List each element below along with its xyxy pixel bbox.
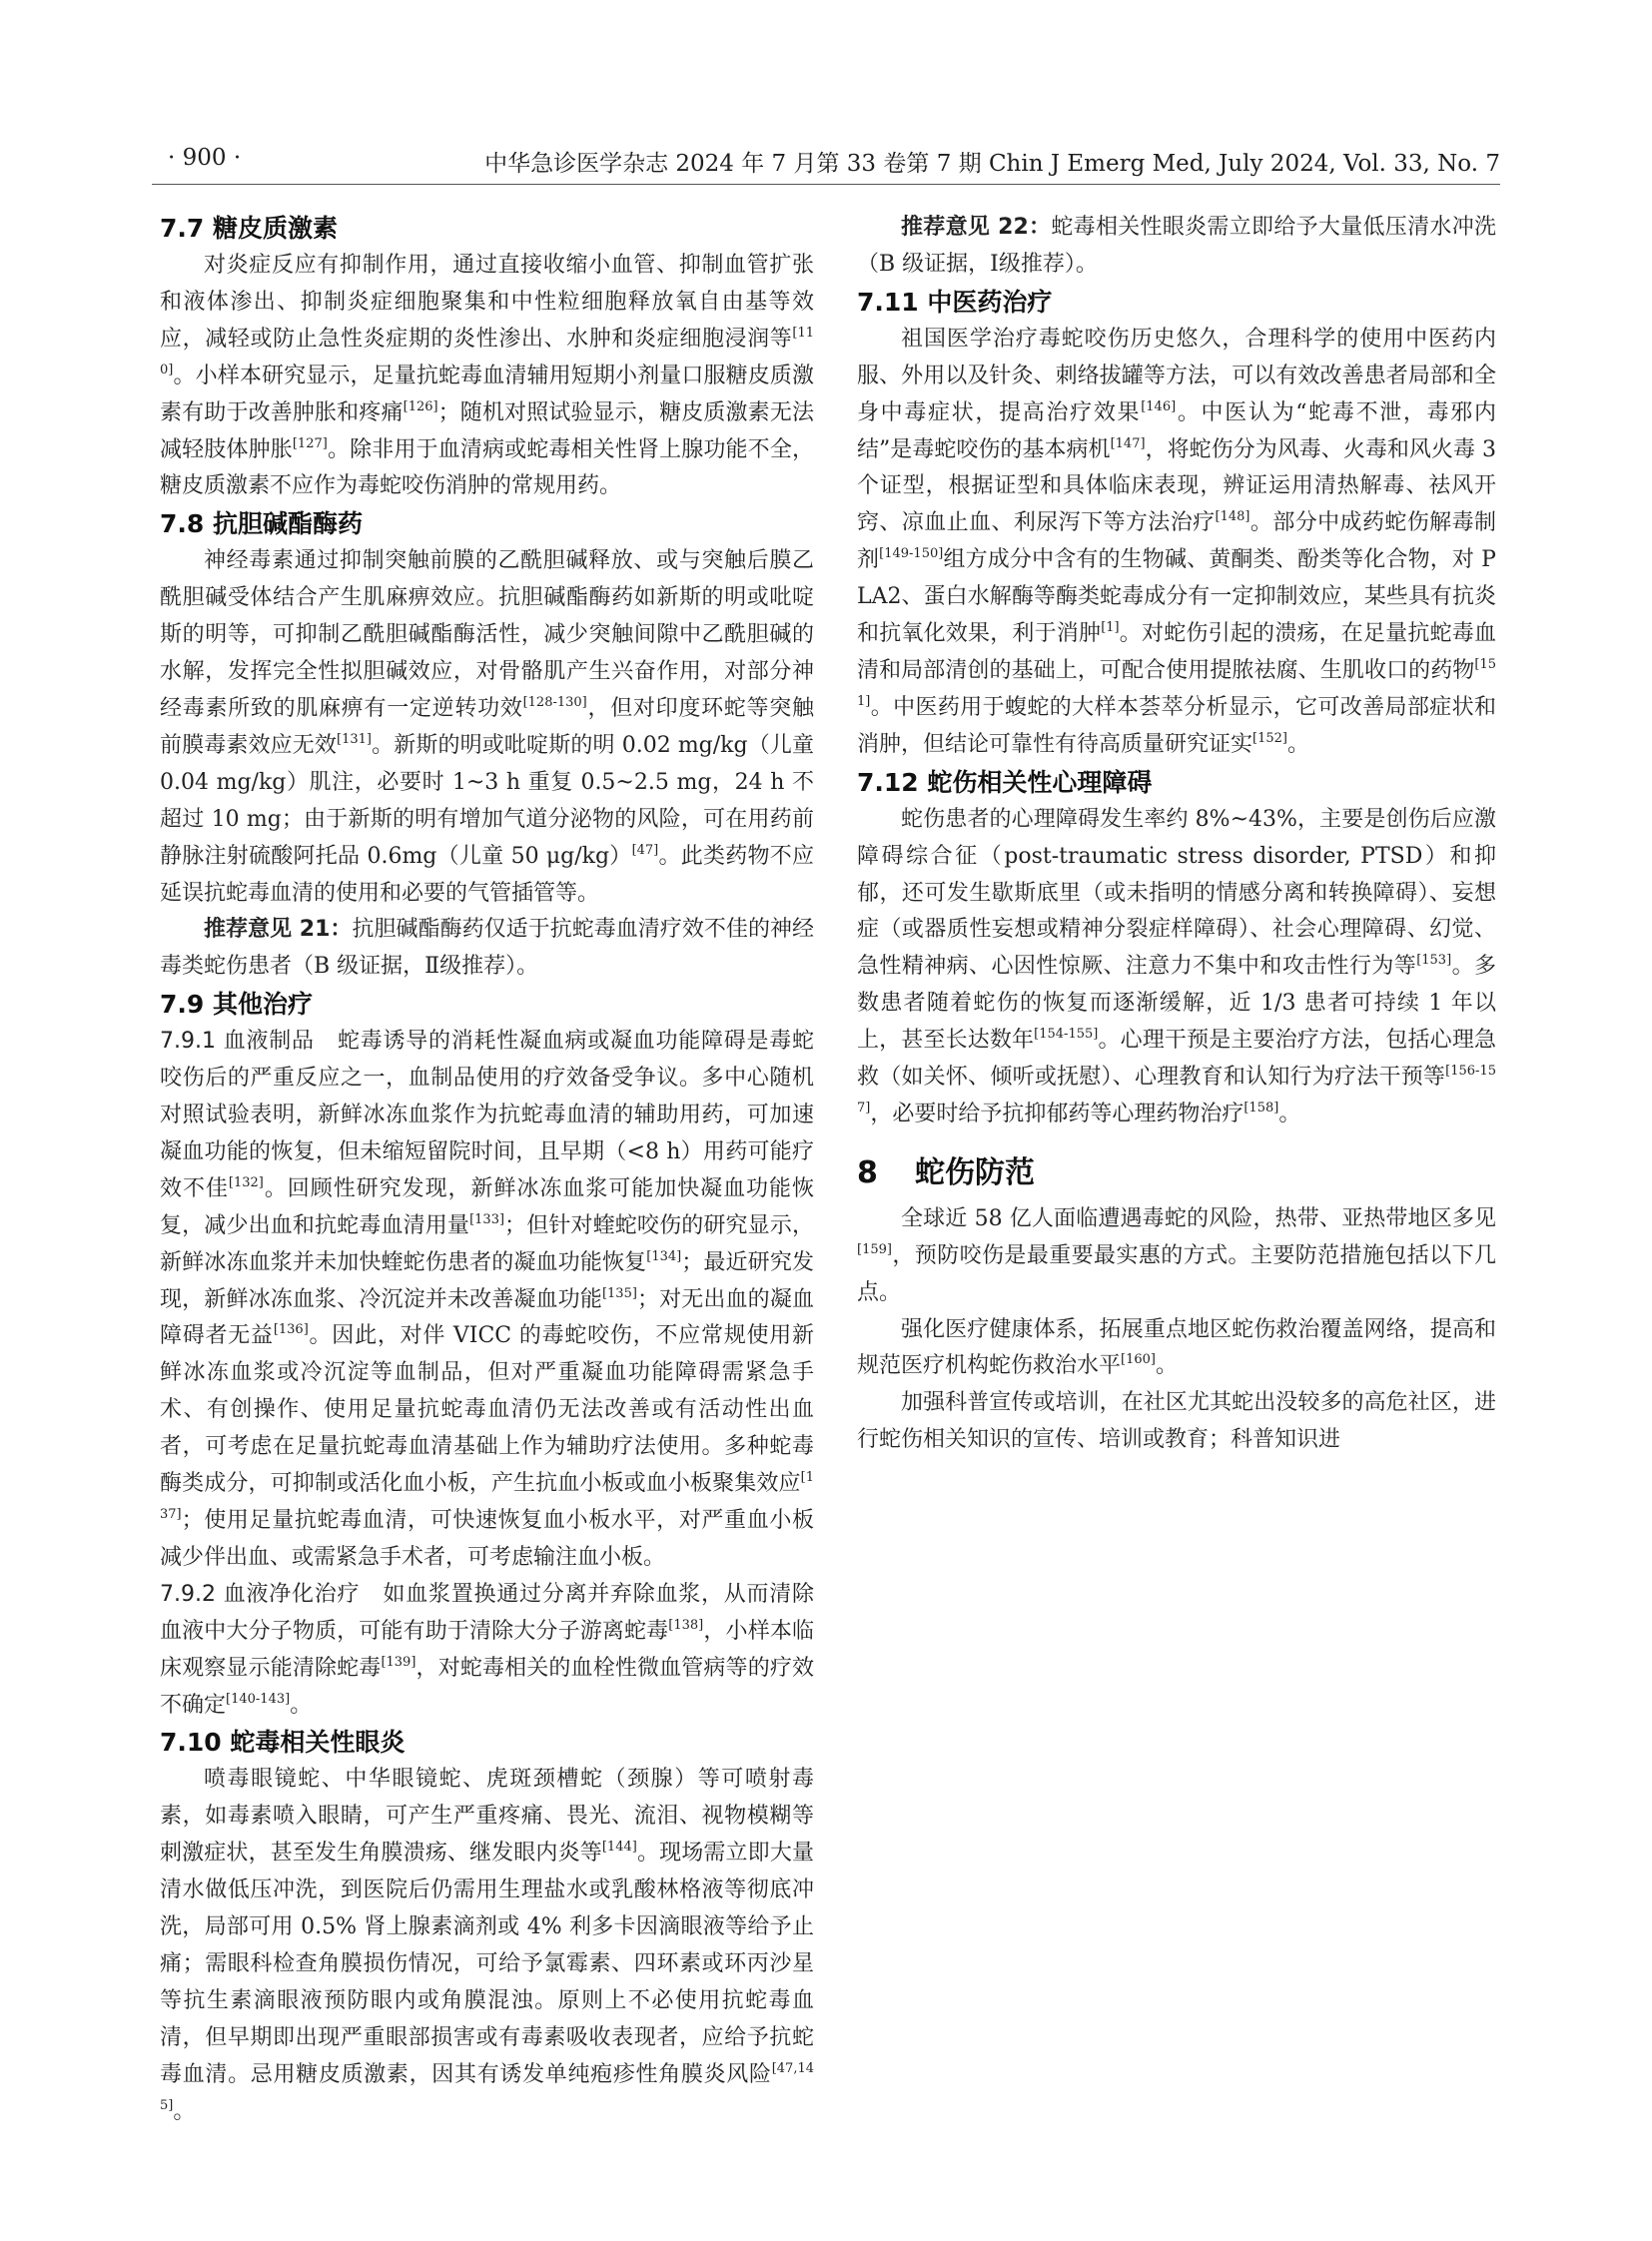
recommendation-label: 推荐意见 22： (901, 215, 1052, 240)
section-7-11-paragraph: 祖国医学治疗毒蛇咬伤历史悠久，合理科学的使用中医药内服、外用以及针灸、刺络拔罐等方法，可以有效改善患者局部和全身中毒症状，提高治疗效果[146]。中医认为“蛇毒不泄，毒邪内结”是毒蛇咬伤的基本病机[147]，将蛇伤分为风毒、火毒和风火毒 3 个证型，根据证型和具体临床表现，辨证运用清热解毒、祛风开窍、凉血止血、利尿泻下等方法治疗[148]。部分中成药蛇伤解毒制剂[149-150]组方成分中含有的生物碱、黄酮类、酚类等化合物，对 PLA2、蛋白水解酶等酶类蛇毒成分有一定抑制效应，某些具有抗炎和抗氧化效果，利于消肿[1]。对蛇伤引起的溃疡，在足量抗蛇毒血清和局部清创的基础上，可配合使用提脓祛腐、生肌收口的药物[151]。中医药用于蝮蛇的大样本荟萃分析显示，它可改善局部症状和消肿，但结论可靠性有待高质量研究证实[152]。 (857, 326, 1496, 757)
citation: [139] (381, 1654, 416, 1670)
citation: [159] (857, 1241, 892, 1257)
citation: [128-130] (522, 694, 587, 710)
section-7-9-1-paragraph: 7.9.1 血液制品 蛇毒诱导的消耗性凝血病或凝血功能障碍是毒蛇咬伤后的严重反应之一，血制品使用的疗效备受争议。多中心随机对照试验表明，新鲜冰冻血浆作为抗蛇毒血清的辅助用药，可加速凝血功能的恢复，但未缩短留院时间，且早期（<8 h）用药可能疗效不佳[132]。回顾性研究发现，新鲜冰冻血浆可能加快凝血功能恢复，减少出血和抗蛇毒血清用量[133]；但针对蝰蛇咬伤的研究显示，新鲜冰冻血浆并未加快蝰蛇伤患者的凝血功能恢复[134]；最近研究发现，新鲜冰冻血浆、冷沉淀并未改善凝血功能[135]；对无出血的凝血障碍者无益[136]。因此，对伴 VICC 的毒蛇咬伤，不应常规使用新鲜冰冻血浆或冷沉淀等血制品，但对严重凝血功能障碍需紧急手术、有创操作、使用足量抗蛇毒血清仍无法改善或有活动性出血者，可考虑在足量抗蛇毒血清基础上作为辅助疗法使用。多种蛇毒酶类成分，可抑制或活化血小板，产生抗血小板或血小板聚集效应[137]；使用足量抗蛇毒血清，可快速恢复血小板水平，对严重血小板减少伴出血、或需紧急手术者，可考虑输注血小板。 (160, 1029, 814, 1570)
citation: [1] (1101, 620, 1120, 636)
citation: [151] (857, 656, 1496, 709)
citation: [154-155] (1034, 1027, 1099, 1043)
section-7-10-paragraph-start: 喷毒眼镜蛇、中华眼镜蛇、虎斑颈槽蛇（颈腺）等可喷射毒素，如毒素喷入眼睛，可产生严重疼痛、畏光、流泪、视物模糊等刺激症状，甚至发生角膜溃疡、继发眼内炎等[144]。现场需立即大量清水做低压冲洗，到医院后仍需用生理盐水或乳酸林格液等彻底冲洗，局部可用 0.5% 肾上腺素滴剂或 4% 利多卡因滴眼液等给予止痛；需眼科检查角膜损伤情况，可给予氯霉素、四环素或环丙沙星等抗生素滴眼液预防眼内或角膜混浊。原则上不必使用抗蛇毒血清，但早期即出现严重眼部损害或有毒素吸收表现者，应给予抗蛇毒血清。忌用糖皮质激素，因其有诱发单纯疱疹性角膜炎风险[47,145]。 (160, 1767, 814, 2124)
citation: [110] (160, 325, 814, 377)
citation: [134] (646, 1248, 682, 1264)
citation: [153] (1416, 953, 1452, 969)
recommendation-22: 推荐意见 22：蛇毒相关性眼炎需立即给予大量低压清水冲洗（B 级证据，Ⅰ级推荐）。 (857, 215, 1496, 277)
citation: [144] (601, 1840, 637, 1856)
section-7-8-heading: 7.8 抗胆碱酯酶药 (160, 509, 363, 539)
section-7-12-heading: 7.12 蛇伤相关性心理障碍 (857, 767, 1153, 797)
recommendation-label: 推荐意见 21： (204, 917, 353, 943)
section-8-paragraph-1: 全球近 58 亿人面临遭遇毒蛇的风险，热带、亚热带地区多见[159]，预防咬伤是最重要最实惠的方式。主要防范措施包括以下几点。 (857, 1205, 1496, 1305)
citation: [127] (292, 435, 328, 451)
section-7-9-heading: 7.9 其他治疗 (160, 990, 313, 1020)
citation: [131] (337, 731, 373, 747)
citation: [126] (403, 398, 438, 414)
section-8-paragraph-2: 强化医疗健康体系，拓展重点地区蛇伤救治覆盖网络，提高和规范医疗机构蛇伤救治水平[160]。 (857, 1316, 1496, 1379)
citation: [137] (160, 1470, 814, 1522)
subsection-title: 7.9.2 血液净化治疗 (160, 1581, 361, 1607)
section-7-10-heading: 7.10 蛇毒相关性眼炎 (160, 1728, 406, 1758)
section-7-12-paragraph: 蛇伤患者的心理障碍发生率约 8%~43%，主要是创伤后应激障碍综合征（post-traumatic stress disorder, PTSD）和抑郁，还可发生歇斯底里（或未指明的情感分离和转换障碍）、妄想症（或器质性妄想或精神分裂症样障碍）、社会心理障碍、幻觉、急性精神病、心因性惊厥、注意力不集中和攻击性行为等[153]。多数患者随着蛇伤的恢复而逐渐缓解，近 1/3 患者可持续 1 年以上，甚至长达数年[154-155]。心理干预是主要治疗方法，包括心理急救（如关怀、倾听或抚慰）、心理教育和认知行为疗法干预等[156-157]，必要时给予抗抑郁药等心理药物治疗[158]。 (857, 806, 1496, 1126)
citation: [147] (1110, 435, 1146, 451)
subsection-title: 7.9.1 血液制品 (160, 1029, 315, 1055)
citation: [136] (273, 1322, 309, 1338)
citation: [47] (631, 842, 659, 858)
citation: [47,145] (160, 2060, 814, 2113)
section-7-8-paragraph: 神经毒素通过抑制突触前膜的乙酰胆碱释放、或与突触后膜乙酰胆碱受体结合产生肌麻痹效应。抗胆碱酯酶药如新斯的明或吡啶斯的明等，可抑制乙酰胆碱酯酶活性，减少突触间隙中乙酰胆碱的水解，发挥完全性拟胆碱效应，对骨骼肌产生兴奋作用，对部分神经毒素所致的肌麻痹有一定逆转功效[128-130]，但对印度环蛇等突触前膜毒素效应无效[131]。新斯的明或吡啶斯的明 0.02 mg/kg（儿童 0.04 mg/kg）肌注，必要时 1~3 h 重复 0.5~2.5 mg，24 h 不超过 10 mg；由于新斯的明有增加气道分泌物的风险，可在用药前静脉注射硫酸阿托品 0.6mg（儿童 50 μg/kg）[47]。此类药物不应延误抗蛇毒血清的使用和必要的气管插管等。 (160, 548, 814, 906)
citation: [158] (1243, 1100, 1279, 1116)
journal-header: 中华急诊医学杂志 2024 年 7 月第 33 卷第 7 期 Chin J Emerg Med, July 2024, Vol. 33, No. 7 (484, 151, 1500, 177)
recommendation-21: 推荐意见 21：抗胆碱酯酶药仅适于抗蛇毒血清疗效不佳的神经毒类蛇伤患者（B 级证据，Ⅱ级推荐）。 (160, 917, 814, 980)
left-column (160, 210, 814, 2131)
section-8-heading: 8 蛇伤防范 (857, 1154, 1035, 1190)
page-number: · 900 · (168, 145, 242, 171)
citation: [152] (1252, 730, 1287, 746)
citation: [149-150] (879, 546, 944, 562)
right-column (857, 210, 1496, 1459)
citation: [156-157] (857, 1064, 1496, 1116)
citation: [133] (469, 1211, 505, 1227)
header-rule (152, 184, 1500, 185)
citation: [132] (228, 1174, 264, 1190)
section-7-7-paragraph: 对炎症反应有抑制作用，通过直接收缩小血管、抑制血管扩张和液体渗出、抑制炎症细胞聚集和中性粒细胞释放氧自由基等效应，减轻或防止急性炎症期的炎性渗出、水肿和炎症细胞浸润等[110]。小样本研究显示，足量抗蛇毒血清辅用短期小剂量口服糖皮质激素有助于改善肿胀和疼痛[126]；随机对照试验显示，糖皮质激素无法减轻肢体肿胀[127]。除非用于血清病或蛇毒相关性肾上腺功能不全，糖皮质激素不应作为毒蛇咬伤消肿的常规用药。 (160, 253, 814, 499)
citation: [138] (668, 1617, 704, 1633)
section-7-7-heading: 7.7 糖皮质激素 (160, 214, 338, 243)
section-7-9-2-paragraph: 7.9.2 血液净化治疗 如血浆置换通过分离并弃除血浆，从而清除血液中大分子物质，可能有助于清除大分子游离蛇毒[138]，小样本临床观察显示能清除蛇毒[139]，对蛇毒相关的血栓性微血管病等的疗效不确定[140-143]。 (160, 1581, 814, 1718)
citation: [140-143] (226, 1691, 291, 1707)
section-8-paragraph-3: 加强科普宣传或培训，在社区尤其蛇出没较多的高危社区，进行蛇伤相关知识的宣传、培训或教育；科普知识进 (857, 1390, 1496, 1453)
citation: [160] (1121, 1352, 1156, 1368)
citation: [135] (601, 1285, 637, 1301)
section-7-11-heading: 7.11 中医药治疗 (857, 287, 1053, 317)
citation: [146] (1141, 398, 1177, 414)
citation: [148] (1215, 509, 1250, 525)
